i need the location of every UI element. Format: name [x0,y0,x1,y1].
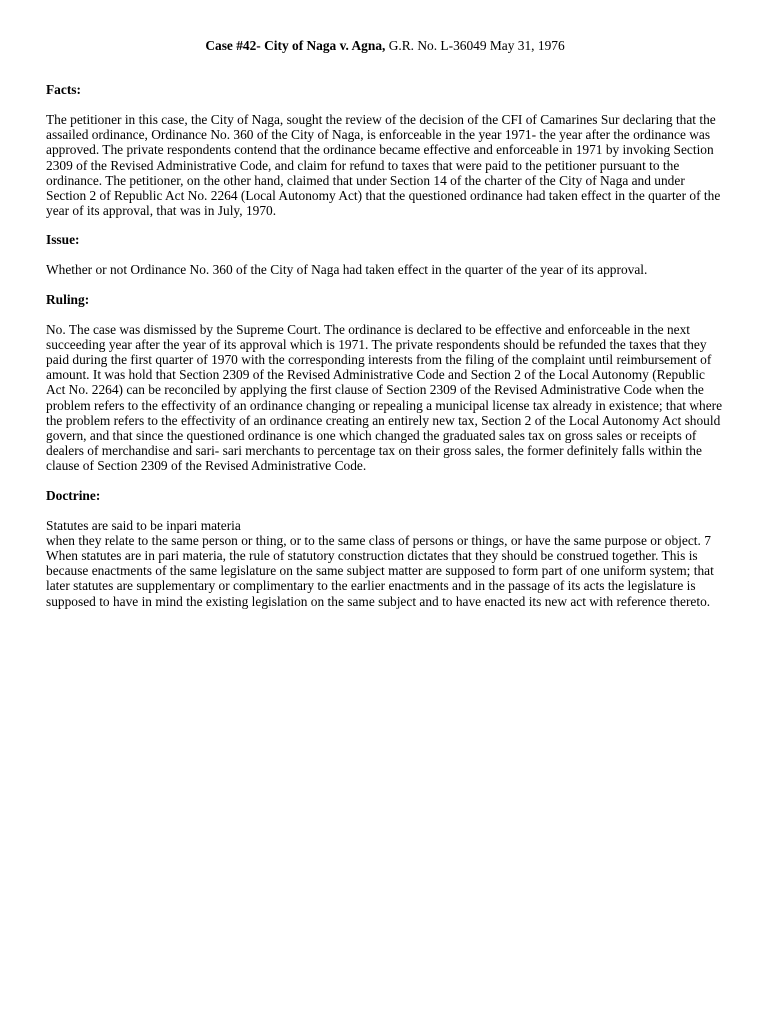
ruling-heading: Ruling: [46,291,90,307]
doctrine-text: when they relate to the same person or thing, or to the same class of persons or things, or have the same purpose or object. 7 When statutes are in pari materia, the rule of statutory construction dictates that they should be construed together. This is because enactments of the same legislature on the same subject matter are supposed to form part of one uniform system; that later statutes are supplementary or complimentary to the earlier enactments and in the passage of its acts the legislature is supposed to have in mind the existing legislation on the same subject and to have enacted its new act with reference thereto. [46,532,714,609]
ruling-text: No. The case was dismissed by the Supreme Court. The ordinance is declared to be effective and enforceable in the next succeeding year after the year of its approval which is 1971. The private respondents should be refunded the taxes that they paid during the first quarter of 1970 with the corresponding interests from the filing of the complaint until reimbursement of amount. It was hold that Section 2309 of the Revised Administrative Code and Section 2 of the Local Autonomy (Republic Act No. 2264) can be reconciled by applying the first clause of Section 2309 of the Revised Administrative Code when the problem refers to the effectivity of an ordinance changing or repealing a municipal license tax already in existence; that where the problem refers to the effectivity of an ordinance creating an entirely new tax, Section 2 of the Local Autonomy Act should govern, and that since the questioned ordinance is one which changed the graduated sales tax on gross sales or receipts of dealers of merchandise and sari- sari merchants to percentage tax on their gross sales, the former definitely falls within the clause of Section 2309 of the Revised Administrative Code. [46,321,723,474]
issue-text: Whether or not Ordinance No. 360 of the City of Naga had taken effect in the quarter of the year of its approval. [46,262,648,278]
doctrine-lead: Statutes are said to be inpari materia [46,517,241,533]
case-title-bold: Case #42- City of Naga v. Agna, [205,38,386,53]
issue-heading: Issue: [46,232,80,248]
facts-heading: Facts: [46,82,81,97]
doctrine-heading: Doctrine: [46,487,101,503]
case-citation: G.R. No. L-36049 May 31, 1976 [385,38,565,53]
facts-text: The petitioner in this case, the City of Naga, sought the review of the decision of the CFI of Camarines Sur declaring that the assailed ordinance, Ordinance No. 360 of the City of Naga, is enforceable in the year 1971- the year after the ordinance was approved. The private respondents contend that the ordinance became effective and enforceable in 1971 by invoking Section 2309 of the Revised Administrative Code, and claim for refund to taxes that were paid to the petitioner pursuant to the ordinance. The petitioner, on the other hand, claimed that under Section 14 of the charter of the City of Naga and under Section 2 of Republic Act No. 2264 (Local Autonomy Act) that the questioned ordinance had taken effect in the quarter of the year of its approval, that was in July, 1970. [46,112,721,219]
document-title [46,37,724,55]
